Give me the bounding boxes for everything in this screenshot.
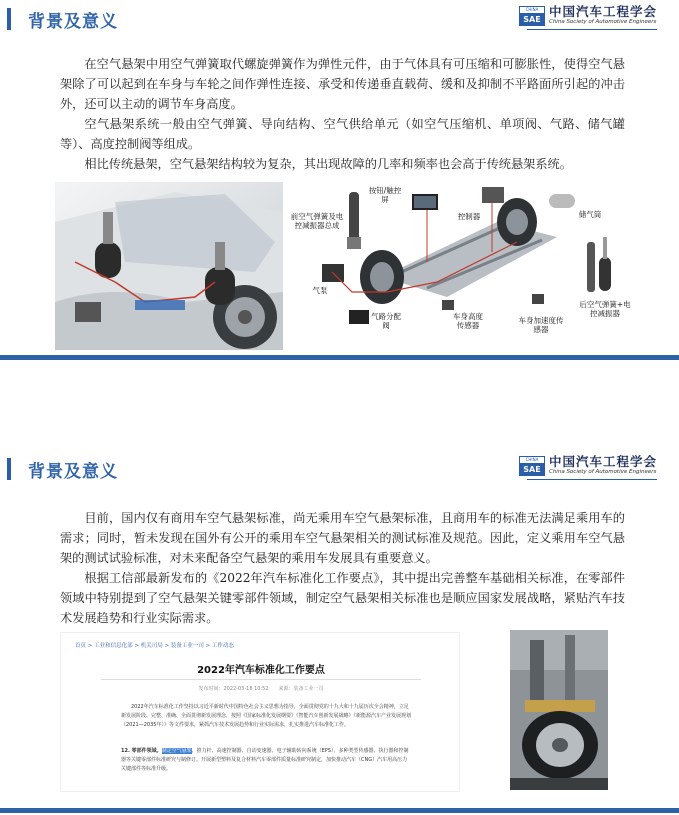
sae-badge-icon: CHINA SAE (519, 6, 545, 26)
header-accent-bar (7, 8, 11, 30)
policy-document-screenshot (60, 632, 460, 792)
paragraph-1: 目前，国内仅有商用车空气悬架标准，尚无乘用车空气悬架标准，且商用车的标准无法满足乘用车的需求；同时，暂未发现在国外有公开的乘用车空气悬架相关的测试标准及规范。因此，定义乘用车空气悬架的测试试验标准，对未来配备空气悬架的乘用车发展具有重要意义。 (60, 511, 625, 565)
label-reservoir: 储气筒 (578, 210, 602, 219)
logo-name-en: China Society of Automotive Engineers (548, 469, 657, 475)
label-controller: 控制器 (457, 212, 481, 221)
slide-2-bottom-bar (0, 808, 679, 813)
paragraph-1: 在空气悬架中用空气弹簧取代螺旋弹簧作为弹性元件，由于气体具有可压缩和可膨胀性，使得空气悬架除了可以起到在车身与车轮之间作弹性连接、承受和传递垂直载荷、缓和及抑制不平路面所引起的冲击外，还可以主动的调节车身高度。 (60, 57, 625, 111)
car-cutaway-photo (55, 182, 283, 350)
slide-2 (0, 448, 679, 815)
paragraph-3: 相比传统悬架，空气悬架结构较为复杂，其出现故障的几率和频率也会高于传统悬架系统。 (84, 157, 572, 171)
slide-title: 背景及意义 (28, 12, 118, 32)
doc-item-label: 12. 零部件领域。 (121, 748, 162, 754)
label-accel-sensor: 车身加速度传感器 (518, 316, 564, 334)
logo-underline (527, 479, 657, 480)
doc-title: 2022年汽车标准化工作要点 (197, 665, 325, 676)
doc-highlight: 制定空气悬架 (161, 748, 192, 754)
doc-body: 2022年汽车标准化工作坚持以习近平新时代中国特色社会主义思想为指导，全面贯彻党的十九大和十九届历次全会精神，立足新发展阶段、完整、准确、全面贯彻新发展理念，按照《国家标准化发展纲要》《智能汽车创新发展战略》《新能源汽车产业发展规划（2021—2035年）》等文件要求，紧抓汽车技术发展趋势和行业实际需求，扎实推进汽车标准化工作。 (121, 704, 412, 728)
logo-name-cn: 中国汽车工程学会 (548, 4, 657, 19)
label-pump: 气泵 (312, 286, 328, 295)
slide-1 (0, 0, 679, 362)
label-front-spring: 前空气弹簧及电控减振器总成 (290, 212, 344, 230)
csae-logo (519, 5, 657, 26)
logo-underline (527, 29, 657, 30)
doc-item (121, 747, 411, 774)
doc-meta: 发布时间：2022-03-18 10:52 来源：装备工业一司 (198, 686, 324, 692)
doc-item-rest: 、推力杆、高速控制器、自动变速器、电子辅助转向系统（EPS）、多种类型传感器、执行器和控制器等关键零部件标准研究与制修订。开展新型塑料及复合材料汽车零部件质量标准研究制定，加快推动汽车（CNG）汽车用高压力关键部件等标准升级。 (121, 748, 409, 772)
doc-breadcrumb: 首页 > 工业和信息化部 > 机关司局 > 装备工业一司 > 工作动态 (75, 643, 234, 649)
doc-divider (101, 679, 421, 680)
air-suspension-diagram (287, 182, 637, 350)
paragraph-2: 空气悬架系统一般由空气弹簧、导向结构、空气供给单元（如空气压缩机、单项阀、气路、储气罐等）、高度控制阀等组成。 (60, 117, 625, 151)
logo-name-cn: 中国汽车工程学会 (548, 454, 657, 469)
slide-title: 背景及意义 (28, 462, 118, 482)
label-valve-block: 气路分配阀 (371, 312, 401, 330)
header-accent-bar (7, 458, 11, 480)
logo-name-en: China Society of Automotive Engineers (548, 19, 657, 25)
csae-logo (519, 455, 657, 476)
sae-badge-icon: CHINA SAE (519, 456, 545, 476)
label-rear-spring: 后空气弹簧+电控减振器 (579, 300, 631, 318)
paragraph-2: 根据工信部最新发布的《2022年汽车标准化工作要点》，其中提出完善整车基础相关标准，在零部件领域中特别提到了空气悬架关键零部件领域，制定空气悬架相关标准也是顺应国家发展战略，紧贴汽车技术发展趋势和行业实际需求。 (60, 571, 625, 625)
label-height-sensor: 车身高度传感器 (453, 312, 483, 330)
tire-test-rig-photo (510, 630, 608, 790)
label-button-screen: 按钮/触控屏 (368, 186, 402, 204)
slide-1-bottom-bar (0, 355, 679, 360)
